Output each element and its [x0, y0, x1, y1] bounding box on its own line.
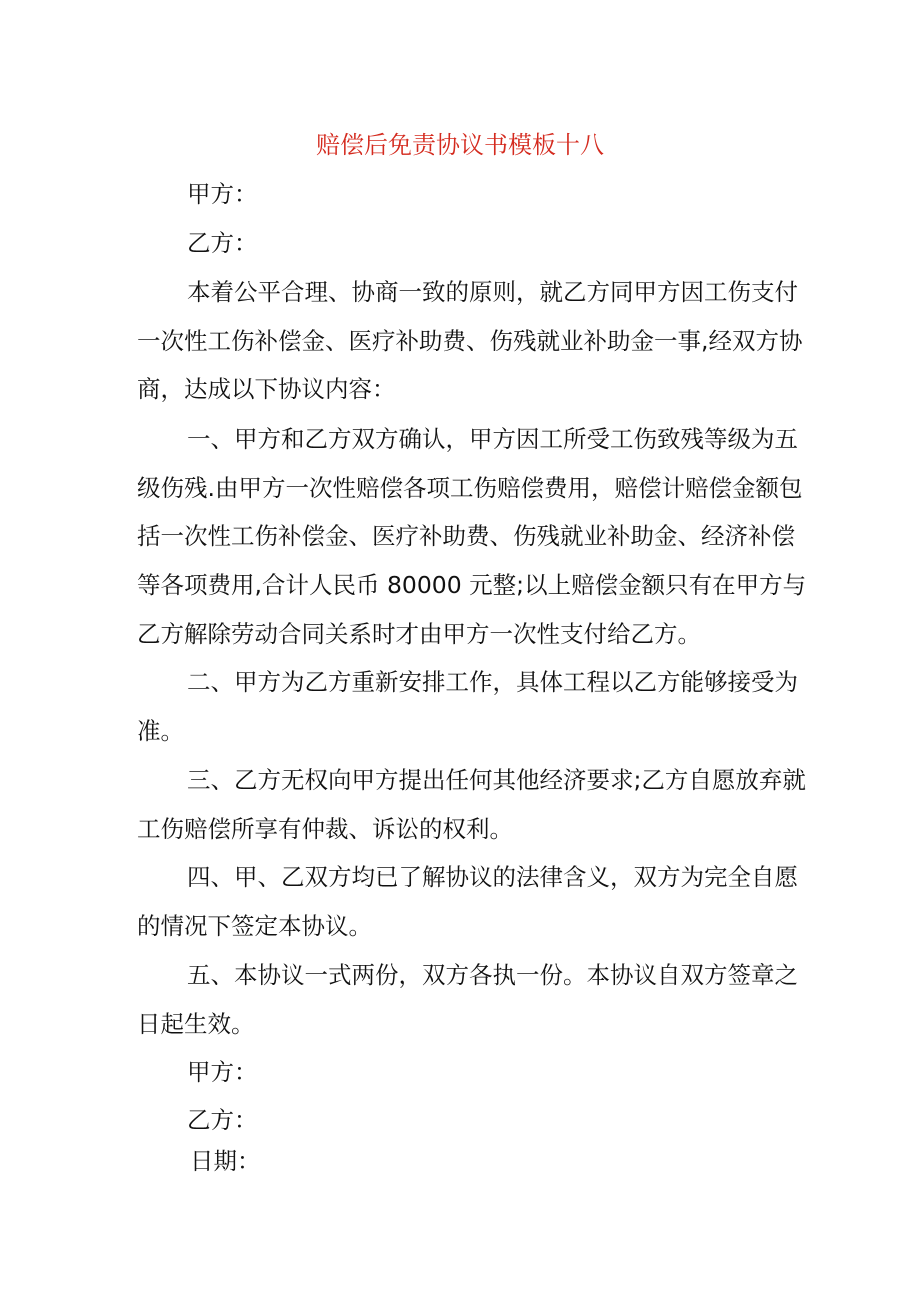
paragraph-line: 一次性工伤补偿金、医疗补助费、伤残就业补助金一事,经双方协 [137, 327, 803, 355]
document-title: 赔偿后免责协议书模板十八 [316, 131, 604, 159]
paragraph-line: 商，达成以下协议内容： [137, 375, 396, 403]
paragraph-line: 二、甲方为乙方重新安排工作，具体工程以乙方能够接受为 [187, 668, 798, 696]
paragraph-line: 级伤残.由甲方一次性赔偿各项工伤赔偿费用，赔偿计赔偿金额包 [137, 474, 803, 502]
signature-date-label: 日期： [190, 1147, 261, 1175]
paragraph-line: 一、甲方和乙方双方确认，甲方因工所受工伤致残等级为五 [187, 425, 798, 453]
paragraph-line: 本着公平合理、协商一致的原则，就乙方同甲方因工伤支付 [187, 278, 798, 306]
paragraph-line: 括一次性工伤补偿金、医疗补助费、伤残就业补助金、经济补偿 [137, 522, 795, 550]
party-b-label: 乙方： [187, 229, 258, 257]
paragraph-line: 准。 [137, 717, 184, 745]
paragraph-line: 四、甲、乙双方均已了解协议的法律含义，双方为完全自愿 [187, 863, 798, 891]
paragraph-line: 五、本协议一式两份，双方各执一份。本协议自双方签章之 [187, 961, 798, 989]
paragraph-line: 工伤赔偿所享有仲裁、诉讼的权利。 [137, 815, 513, 843]
signature-party-b-label: 乙方： [187, 1106, 258, 1134]
paragraph-line: 等各项费用,合计人民币 80000 元整;以上赔偿金额只有在甲方与 [137, 571, 807, 599]
paragraph-line: 日起生效。 [137, 1010, 255, 1038]
party-a-label: 甲方： [187, 180, 258, 208]
paragraph-line: 乙方解除劳动合同关系时才由甲方一次性支付给乙方。 [137, 620, 701, 648]
signature-party-a-label: 甲方： [187, 1058, 258, 1086]
paragraph-line: 的情况下签定本协议。 [137, 912, 372, 940]
paragraph-line: 三、乙方无权向甲方提出任何其他经济要求;乙方自愿放弃就 [187, 766, 806, 794]
